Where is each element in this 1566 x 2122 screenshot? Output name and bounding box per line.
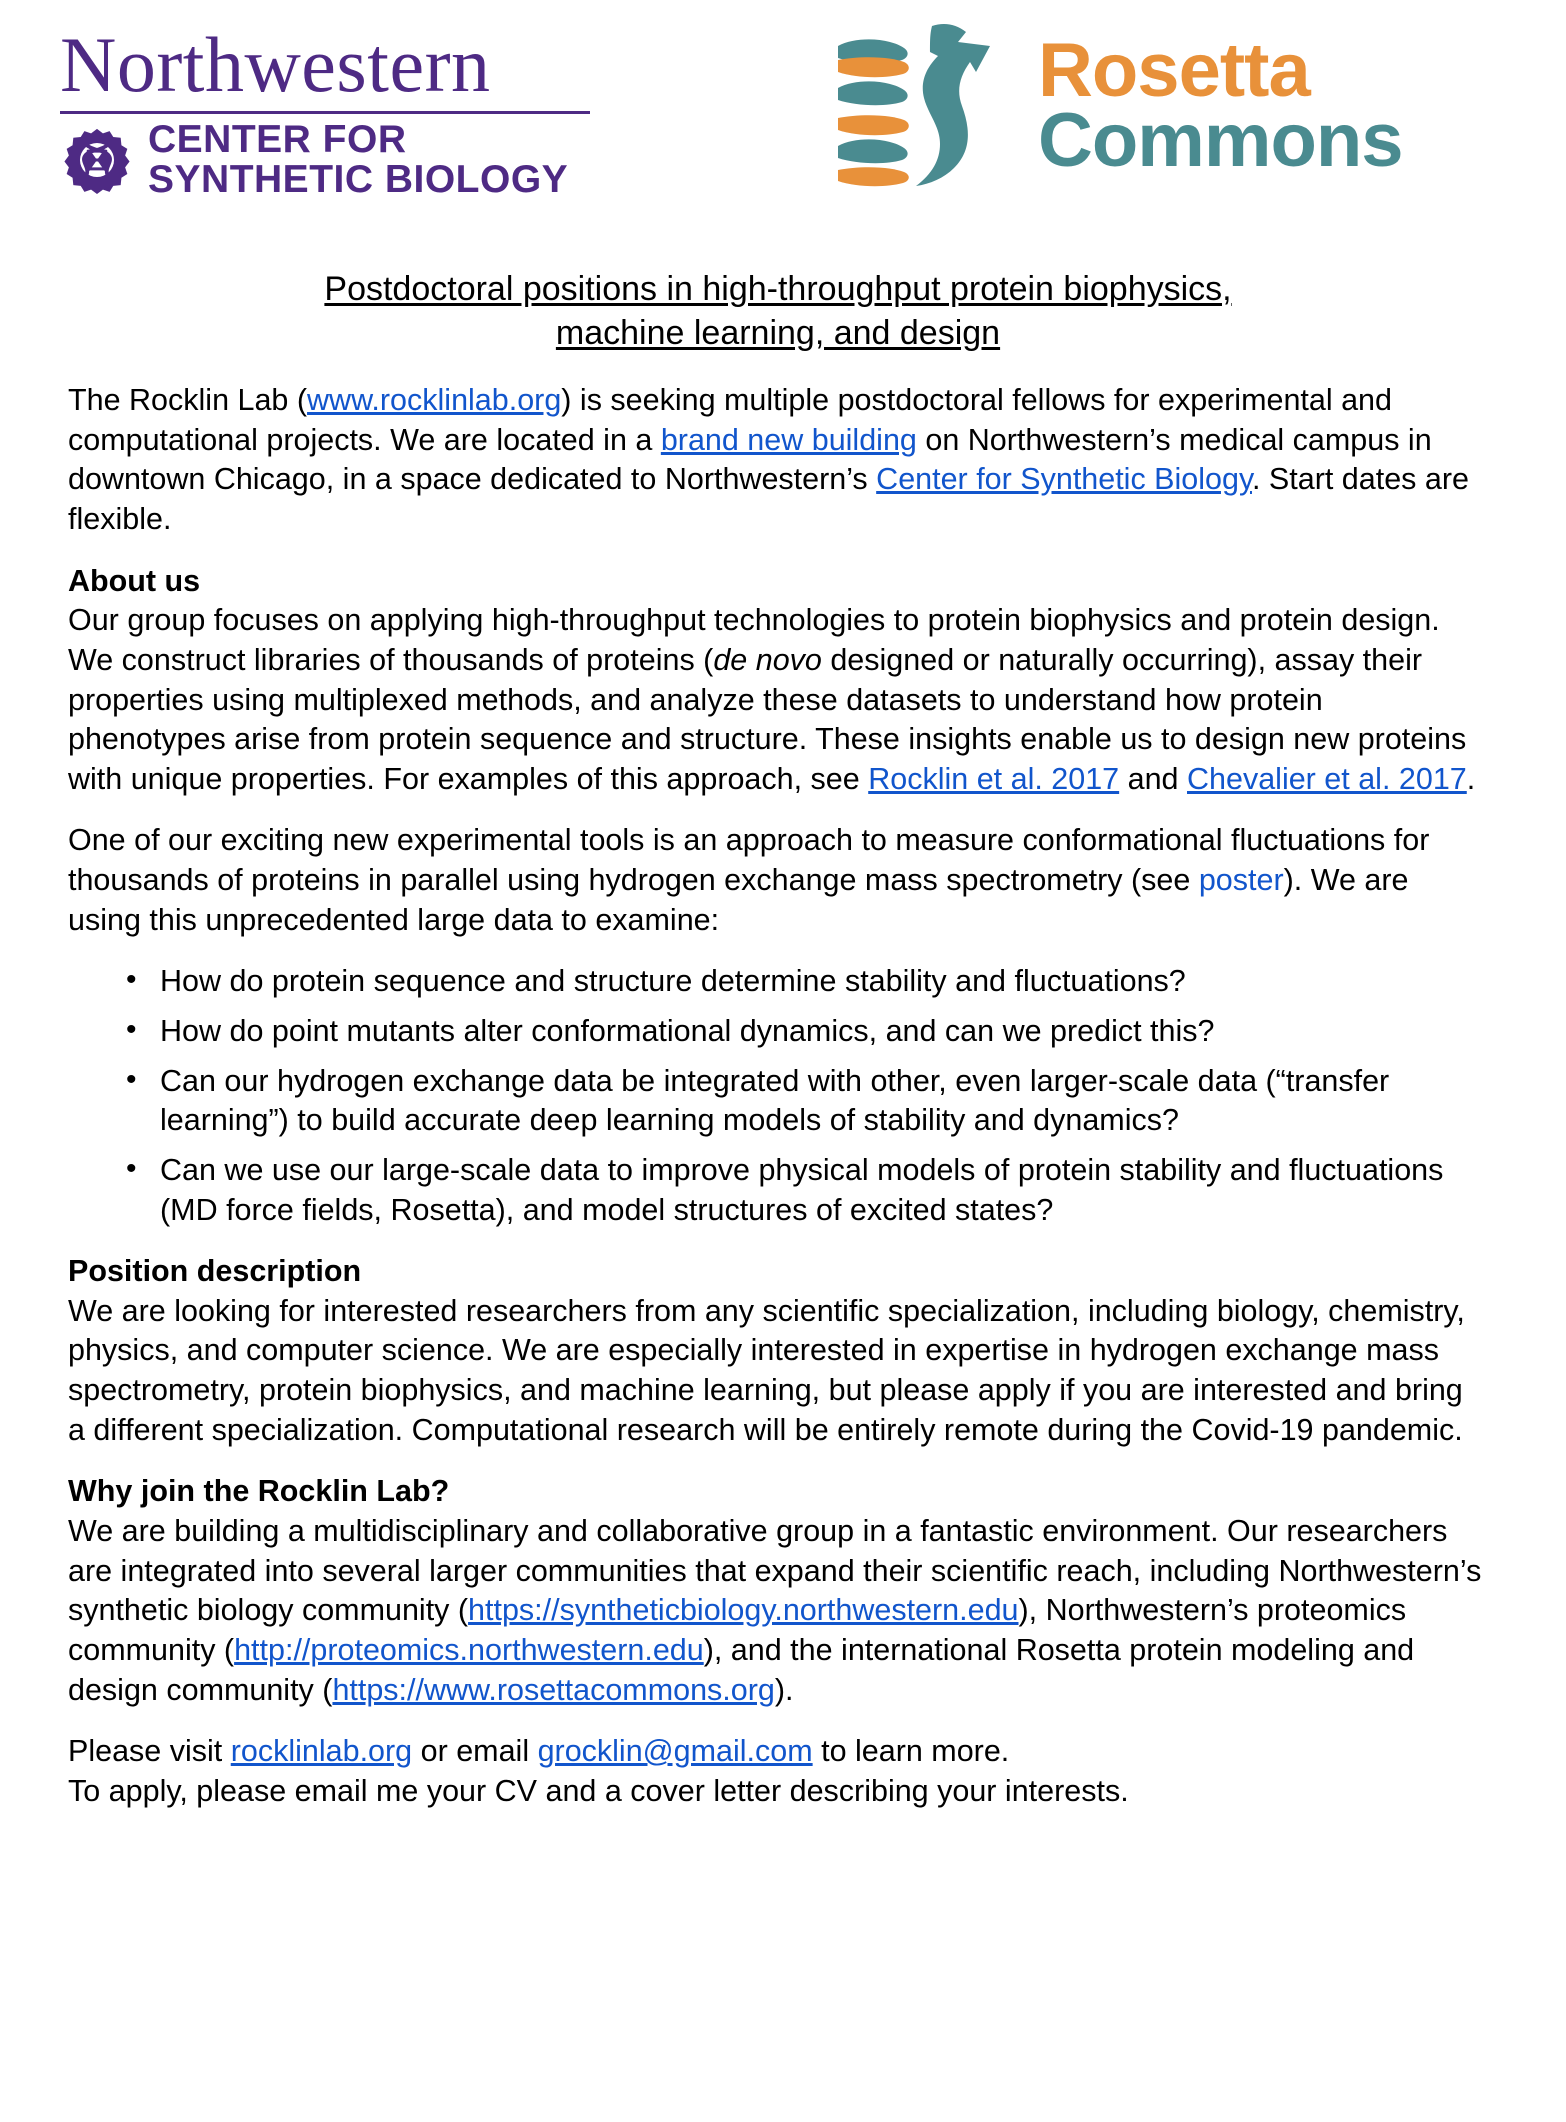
brand-new-building-link[interactable]: brand new building xyxy=(660,422,917,457)
why-join-text-b: ), Northwestern’s proteomics community ( xyxy=(68,1593,1407,1667)
about-text-b: designed or naturally occurring), assay their properties using multiplexed methods, and analyze these datasets to understand how protein phenotypes arise from protein sequence and structure. These insights enable us to design new proteins with unique properties. For examples of this approach, see xyxy=(68,642,1467,796)
rosetta-commons-logo xyxy=(820,18,1403,193)
rosetta-commons-wordmark xyxy=(1038,27,1403,183)
why-join-text-c: ), and the international Rosetta protein modeling and design community ( xyxy=(68,1632,1415,1707)
syntheticbiology-url-link[interactable]: https://syntheticbiology.northwestern.edu xyxy=(468,1593,1019,1628)
about-us-heading: About us xyxy=(68,563,201,598)
apply-instructions: To apply, please email me your CV and a cover letter describing your interests. xyxy=(68,1773,1129,1808)
closing-text-a: Please visit xyxy=(68,1734,231,1769)
chevalier-2017-citation-link[interactable]: Chevalier et al. 2017 xyxy=(1187,761,1467,796)
de-novo-italic: de novo xyxy=(713,642,822,677)
commons-word: Commons xyxy=(1038,97,1403,183)
header-logos xyxy=(0,0,1566,250)
hdx-text-b: ). We are using this unprecedented large data to examine: xyxy=(68,863,1409,937)
rocklin-2017-citation-link[interactable]: Rocklin et al. 2017 xyxy=(868,761,1120,796)
position-description-paragraph: We are looking for interested researchers from any scientific specialization, including biology, chemistry, physics, and computer science. We are especially interested in expertise in hydrogen exchange mass spectrometry, protein biophysics, and machine learning, but please apply if you are interested and bring a different specialization. Computational research will be entirely remote during the Covid-19 pandemic. xyxy=(68,1293,1465,1447)
intro-text-4: . Start dates are flexible. xyxy=(68,462,1469,536)
center-name-text xyxy=(148,117,569,201)
rocklinlab-link[interactable]: www.rocklinlab.org xyxy=(307,383,562,418)
intro-text-3: on Northwestern’s medical campus in downtown Chicago, in a space dedicated to Northwestern’s xyxy=(68,422,1432,497)
closing-text-b: or email xyxy=(412,1734,538,1769)
gear-dna-icon xyxy=(60,123,134,197)
intro-text-1: The Rocklin Lab ( xyxy=(68,383,308,418)
center-for-synthetic-biology-link[interactable]: Center for Synthetic Biology xyxy=(876,462,1252,497)
proteomics-url-link[interactable]: http://proteomics.northwestern.edu xyxy=(234,1632,704,1667)
rosetta-word: Rosetta xyxy=(1038,27,1310,113)
northwestern-logo xyxy=(60,21,620,201)
about-us-paragraph-1 xyxy=(68,601,1488,799)
rosettacommons-url-link[interactable]: https://www.rosettacommons.org xyxy=(332,1672,775,1707)
list-item: • Can our hydrogen exchange data be integrated with other, even larger-scale data (“transfer learning”) to build accurate deep learning models of stability and dynamics? xyxy=(126,1062,1488,1141)
rocklinlab-short-link[interactable]: rocklinlab.org xyxy=(230,1734,413,1769)
northwestern-divider-rule xyxy=(60,111,590,114)
research-questions-list xyxy=(68,962,1488,1230)
list-item: • How do protein sequence and structure determine stability and fluctuations? xyxy=(126,962,1488,1002)
why-join-paragraph xyxy=(68,1512,1488,1710)
document-content xyxy=(68,268,1488,1812)
why-join-heading: Why join the Rocklin Lab? xyxy=(68,1474,450,1509)
northwestern-wordmark: Northwestern xyxy=(60,21,491,108)
center-line-2: SYNTHETIC BIOLOGY xyxy=(148,157,569,201)
page-title xyxy=(68,268,1488,355)
why-join-text-d: ). xyxy=(774,1672,794,1707)
closing-text-c: to learn more. xyxy=(812,1734,1010,1769)
about-us-paragraph-2 xyxy=(68,821,1488,940)
about-text-d: . xyxy=(1466,761,1476,796)
helix-ribbon-icon xyxy=(820,18,1020,193)
poster-link[interactable]: poster xyxy=(1198,863,1284,898)
intro-text-2: ) is seeking multiple postdoctoral fellows for experimental and computational projects. We are located in a xyxy=(68,383,1392,457)
page-title-line-1: Postdoctoral positions in high-throughput protein biophysics, xyxy=(324,270,1232,308)
center-for-synthetic-biology-lockup xyxy=(60,117,620,201)
hdx-text-a: One of our exciting new experimental tools is an approach to measure conformational fluctuations for thousands of proteins in parallel using hydrogen exchange mass spectrometry (see xyxy=(68,823,1430,898)
list-item: • Can we use our large-scale data to improve physical models of protein stability and fluctuations (MD force fields, Rosetta), and model structures of excited states? xyxy=(126,1151,1488,1230)
center-line-1: CENTER FOR xyxy=(148,117,407,161)
about-text-c: and xyxy=(1119,761,1187,796)
intro-paragraph xyxy=(68,381,1488,540)
email-link[interactable]: grocklin@gmail.com xyxy=(537,1734,813,1769)
page-title-line-2: machine learning, and design xyxy=(555,313,1001,352)
position-description-heading: Position description xyxy=(68,1254,362,1289)
list-item: • How do point mutants alter conformational dynamics, and can we predict this? xyxy=(126,1012,1488,1052)
why-join-text-a: We are building a multidisciplinary and collaborative group in a fantastic environment. Our researchers are integrated into several larger communities that expand their scientific reach, including Northwestern’s synthetic biology community ( xyxy=(68,1514,1482,1628)
about-text-a: Our group focuses on applying high-throughput technologies to protein biophysics and protein design. We construct libraries of thousands of proteins ( xyxy=(68,603,1440,677)
closing-paragraph xyxy=(68,1732,1488,1811)
